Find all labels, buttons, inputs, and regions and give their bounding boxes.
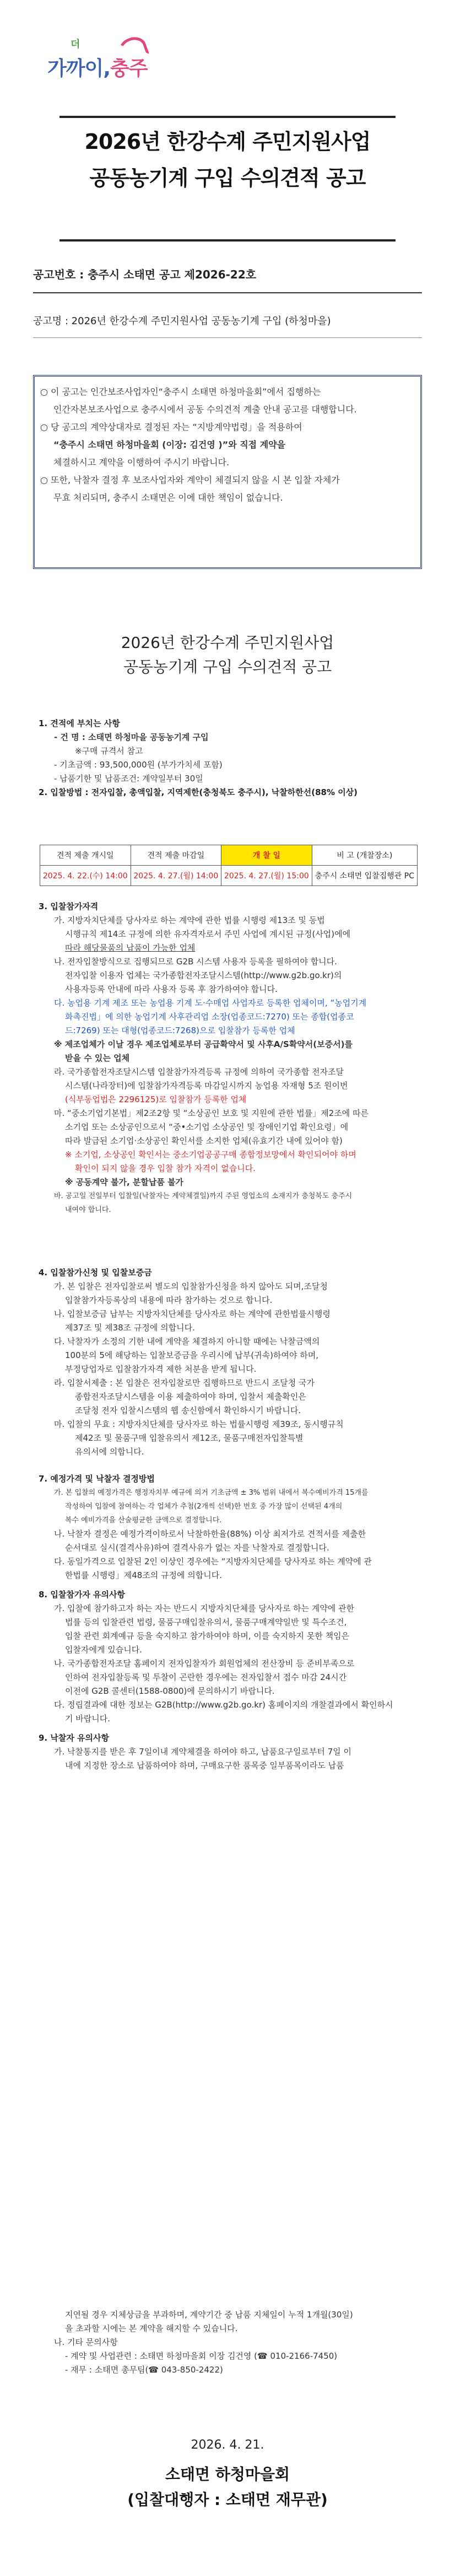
- list-item: 지연될 경우 지체상금을 부과하며, 계약기간 중 납품 지체일이 누적 1개월(30일): [65, 2310, 353, 2320]
- section-heading: 3. 입찰참가자격: [39, 901, 99, 911]
- notice-line: 무효 처리되며, 충주시 소태면은 이에 대한 책임이 없습니다.: [53, 492, 283, 503]
- list-item: 을 초과할 시에는 본 계약을 해지할 수 있습니다.: [65, 2323, 238, 2333]
- issuer-name: 소태면 하청마을회: [165, 2465, 290, 2483]
- section-heading: 8. 입찰참가자 유의사항: [39, 1590, 125, 1600]
- list-item: 입찰 관련 회계예규 등을 숙지하고 참가하여야 하며, 이를 숙지하지 못한 책임은: [65, 1631, 350, 1641]
- list-item: 받을 수 있는 업체: [65, 1053, 130, 1063]
- list-item: 드:7269) 또는 대형(업종코드:7268)으로 입찰참가 등록한 업체: [65, 1026, 295, 1035]
- item-delivery: - 납품기한 및 납품조건: 계약일부터 30일: [54, 774, 203, 783]
- list-item: 다. 농업용 기계 제조 또는 농업용 기계 도·수매업 사업자로 등록한 업체이며, “농업기계: [54, 998, 367, 1008]
- table-header-cell: 견적 제출 개시일: [40, 845, 131, 866]
- list-item: 한법률 시행령」제48조의 규정에 의합니다.: [65, 1570, 223, 1580]
- table-row: [40, 866, 418, 886]
- list-item: 나. 입찰보증금 납부는 지방자치단체를 당사자로 하는 계약에 관한법률시행령: [54, 1309, 331, 1319]
- section-8: [39, 1588, 419, 1726]
- notice-line: “충주시 소태면 하청마을회 (이장: 김건영 )”와 직접 계약을: [53, 439, 286, 450]
- section-3: [39, 900, 419, 1217]
- table-header-row: [40, 845, 418, 866]
- list-item: 나. 낙찰자 결정은 예정가격이하로서 낙찰하한율(88%) 이상 최저가로 견적서를 제출한: [54, 1529, 366, 1539]
- list-item: 작성하여 입찰에 참여하는 각 업체가 추첨(2개씩 선택)한 번호 중 가장 많이 선택된 4개의: [65, 1502, 343, 1511]
- section-9: [39, 1731, 419, 1773]
- list-item: 제37조 및 제38조 규정에 의합니다.: [65, 1323, 195, 1333]
- list-item: 다. 동일가격으로 입찰된 2인 이상인 경우에는 “지방자치단체를 당사자로 하는 계약에 관: [54, 1557, 372, 1566]
- section-heading: 1. 견적에 부치는 사항: [39, 718, 120, 728]
- section-1: [39, 717, 419, 799]
- list-item: 다. 낙찰자가 소정의 기한 내에 계약을 체결하지 아니할 때에는 낙찰금액의: [54, 1337, 320, 1346]
- list-item: 내에 지정한 장소로 납품하여야 하며, 구매요구한 품목중 일부품목이라도 납품: [65, 1761, 344, 1770]
- section-heading: 2. 입찰방법 : 전자입찰, 총액입찰, 지역제한(충청북도 충주시), 낙찰하한선(88% 이상): [39, 787, 358, 797]
- section-7: [39, 1472, 419, 1582]
- notice-box: [33, 375, 422, 569]
- section-title-line2: 공동농기계 구입 수의견적 공고: [123, 658, 332, 676]
- list-item: 입찰참가자등록상의 내용에 따라 참가하는 것으로 합니다.: [65, 1295, 273, 1305]
- list-item: 시행규칙 제14조 규정에 의한 유자격자로서 주민 사업에 계시된 규정(사업)에에: [65, 929, 351, 939]
- section-heading: 4. 입찰참가신청 및 입찰보증금: [39, 1268, 152, 1278]
- list-item: 100분의 5에 해당하는 입찰보증금을 우리시에 납부(귀속)하여야 하며,: [65, 1350, 318, 1360]
- list-item: 전자입찰 이용자 업체는 국가종합전자조달시스템(http://www.g2b.go.kr)의: [65, 970, 342, 980]
- notice-line: ○ 이 공고는 인간보조사업자인“충주시 소태면 하청마을회”에서 집행하는: [40, 387, 321, 397]
- list-item: 종합전자조달시스템을 이용 제출하여야 하며, 입찰서 제출확인은: [75, 1392, 306, 1402]
- list-item: 가. 지방자치단체를 당사자로 하는 계약에 관한 법률 시행령 제13조 및 동법: [54, 915, 325, 925]
- list-item: 순서대로 실시(결격사유)하여 결격사유가 없는 자를 낙찰자로 결정합니다.: [65, 1543, 329, 1553]
- list-item: 가. 낙찰통지를 받은 후 7일이내 계약체결을 하여야 하고, 납품요구일로부터 7일 이: [54, 1747, 351, 1757]
- list-item: 입찰자에게 있습니다.: [65, 1645, 142, 1655]
- list-item: 가. 본 입찰의 예정가격은 행정자치부 예규에 의거 기초금액 ± 3% 범위 내에서 복수예비가격 15개를: [54, 1489, 369, 1497]
- logo-word: 가까이,충주: [47, 57, 148, 80]
- list-item: 시스템(나라장터)에 입찰참가자격등록 마감일시까지 농업용 자재형 5조 원이번: [65, 1081, 348, 1091]
- list-item: 제42조 및 물품구매 입찰유의서 제12조, 물품구매전자입찰특별: [75, 1433, 304, 1443]
- list-item: 이전에 G2B 콜센터(1588-0800)에 문의하시기 바랍니다.: [65, 1686, 275, 1696]
- list-item: 유의서에 의합니다.: [75, 1447, 144, 1457]
- page-title-line1: 2026년 한강수계 주민지원사업: [84, 130, 371, 154]
- table-cell: 2025. 4. 27.(월) 14:00: [131, 866, 221, 886]
- list-item: 따라 발급된 소기업·소상공인 확인서를 소지한 업체(유효기간 내에 있어야 함): [65, 1136, 343, 1146]
- list-item: 마. 입찰의 무효 : 지방자치단체를 당사자로 하는 법률시행령 제39조, 동시행규칙: [54, 1419, 344, 1429]
- list-item: 나. 국가종합전자조달 홈페이지 전자입찰자가 회원업체의 전산장비 등 준비부족으로: [54, 1659, 355, 1668]
- section-heading: 9. 낙찰자 유의사항: [39, 1733, 110, 1743]
- notice-subject: 공고명 : 2026년 한강수계 주민지원사업 공동농기계 구입 (하청마을): [33, 315, 331, 327]
- list-item: 바. 공고일 전일부터 입찰일(낙찰자는 계약체결일)까지 주된 영업소의 소재지가 충청북도 충주시: [54, 1192, 353, 1200]
- list-item: 화촉진법」에 의한 농업기계 사후관리업 소장(업종코드:7270) 또는 종합(업종코: [65, 1012, 354, 1022]
- list-item: 인하여 전자입찰등록 및 투찰이 곤란한 경우에는 전자입찰서 접수 마감 24시간: [65, 1672, 347, 1682]
- logo-tagline: 더: [71, 39, 80, 50]
- list-item: 소기업 또는 소상공인으로서 “중•소기업 소상공인 및 장애인기업 확인요령」에: [65, 1122, 349, 1132]
- list-item: 확인이 되지 않을 경우 입찰 참가 자격이 없습니다.: [75, 1163, 256, 1173]
- list-item: (식부동업법은 2296125)로 입찰참가 등록한 업체: [65, 1094, 247, 1104]
- list-item: 내여야 합니다.: [65, 1206, 111, 1214]
- notice-date: 2026. 4. 21.: [191, 2438, 264, 2452]
- list-item: 사용자등록 안내에 따라 사용자 등록 후 참가하여야 합니다.: [65, 984, 278, 994]
- list-item: 부정당업자로 입찰참가자격 제한 처분을 받게 됩니다.: [65, 1364, 257, 1374]
- issuer-agent: (입찰대행자 : 소태면 재무관): [127, 2491, 328, 2509]
- schedule-table: [40, 845, 418, 886]
- list-item: 복수 예비가격을 산술평균한 금액으로 결정합니다.: [65, 1516, 222, 1525]
- list-item: 나. 전자입찰방식으로 집행되므로 G2B 시스템 사용자 등록을 필하여야 합니다.: [54, 957, 337, 967]
- notice-line: 인간자본보조사업으로 충주시에서 공동 수의견적 계출 안내 공고를 대행합니다.: [53, 404, 357, 415]
- list-item: 가. 입찰에 참가하고자 하는 자는 반드시 지방자치단체를 당사자로 하는 계약에 관한: [54, 1603, 355, 1613]
- contact-line: - 재무 : 소태면 총무팀(☎ 043-850-2422): [65, 2365, 223, 2375]
- section-heading: 7. 예정가격 및 낙찰자 결정방법: [39, 1474, 155, 1484]
- table-header-cell: 개 찰 일: [221, 845, 312, 866]
- page-title-line2: 공동농기계 구입 수의견적 공고: [89, 166, 366, 190]
- list-item: 기 바랍니다.: [65, 1714, 110, 1724]
- notice-line: ○ 또한, 낙찰자 결정 후 보조사업자와 계약이 체결되지 않을 시 본 입찰 자체가: [40, 475, 340, 485]
- table-header-cell: 비 고 (개찰장소): [312, 845, 417, 866]
- table-cell: 2025. 4. 27.(월) 15:00: [221, 866, 312, 886]
- section-title-line1: 2026년 한강수계 주민지원사업: [121, 634, 334, 652]
- list-item: 나. 기타 문의사항: [54, 2337, 118, 2347]
- closing-section: [39, 2308, 419, 2377]
- publication-number: 공고번호 : 충주시 소태면 공고 제2026-22호: [33, 268, 257, 281]
- item-name: - 건 명 : 소태면 하청마을 공동농기계 구입: [54, 732, 209, 742]
- list-item: 법률 등의 입찰관련 법령, 물품구매입찰유의서, 물품구매계약일반 및 특수조건,: [65, 1617, 347, 1627]
- contact-line: - 계약 및 사업관련 : 소태면 하청마을회 이장 김건영 (☎ 010-2166-7450): [65, 2351, 338, 2361]
- notice-line: 체결하시고 계약을 이행하여 주시기 바랍니다.: [53, 457, 230, 468]
- list-item: 라. 국가종합전자조달시스템 입찰참가자격등록 규정에 의하여 국가종합 전자조달: [54, 1067, 344, 1077]
- list-item: 조달청 전자 입찰시스템의 웹 송신함에서 확인하시기 바랍니다.: [75, 1405, 301, 1415]
- list-item: 따라 해당물품의 납품이 가능한 업체: [65, 943, 196, 953]
- table-header-cell: 견적 제출 마감일: [131, 845, 221, 866]
- divider: [33, 292, 422, 293]
- list-item: 라. 입찰서제출 : 본 입찰은 전자입찰로만 집행하므로 반드시 조달청 국가: [54, 1378, 315, 1388]
- item-note: ※구매 규격서 참고: [75, 746, 143, 756]
- notice-line: ○ 당 공고의 계약상대자로 결정된 자는 “지방계약법령」을 적용하여: [40, 422, 302, 432]
- list-item: ※ 공동계약 불가, 분할납품 불가: [65, 1177, 184, 1187]
- list-item: 다. 정립결과에 대한 정보는 G2B(http://www.g2b.go.kr) 홈페이지의 개찰결과에서 확인하시: [54, 1700, 393, 1710]
- chungju-logo: [47, 26, 158, 93]
- list-item: ※ 소기업, 소상공인 확인서는 중소기업공공구매 종합정보망에서 확인되어야 하며: [65, 1150, 356, 1160]
- item-base-price: - 기초금액 : 93,500,000원 (부가가치세 포함): [54, 760, 223, 770]
- list-item: ※ 제조업체가 이날 경우 제조업체로부터 공급확약서 및 사후A/S확약서(보증서)를: [54, 1039, 353, 1049]
- table-cell: 2025. 4. 22.(수) 14:00: [40, 866, 131, 886]
- divider: [33, 337, 422, 338]
- list-item: 마. “중소기업기본법」제2조2항 및 “소상공인 보호 및 지원에 관한 법률」제2조에 따른: [54, 1108, 369, 1118]
- list-item: 가. 본 입찰은 전자입찰로써 별도의 입찰참가신청을 하지 않아도 되며,조달청: [54, 1281, 328, 1291]
- section-4: [39, 1266, 419, 1459]
- table-cell: 충주시 소태면 입찰집행관 PC: [312, 866, 417, 886]
